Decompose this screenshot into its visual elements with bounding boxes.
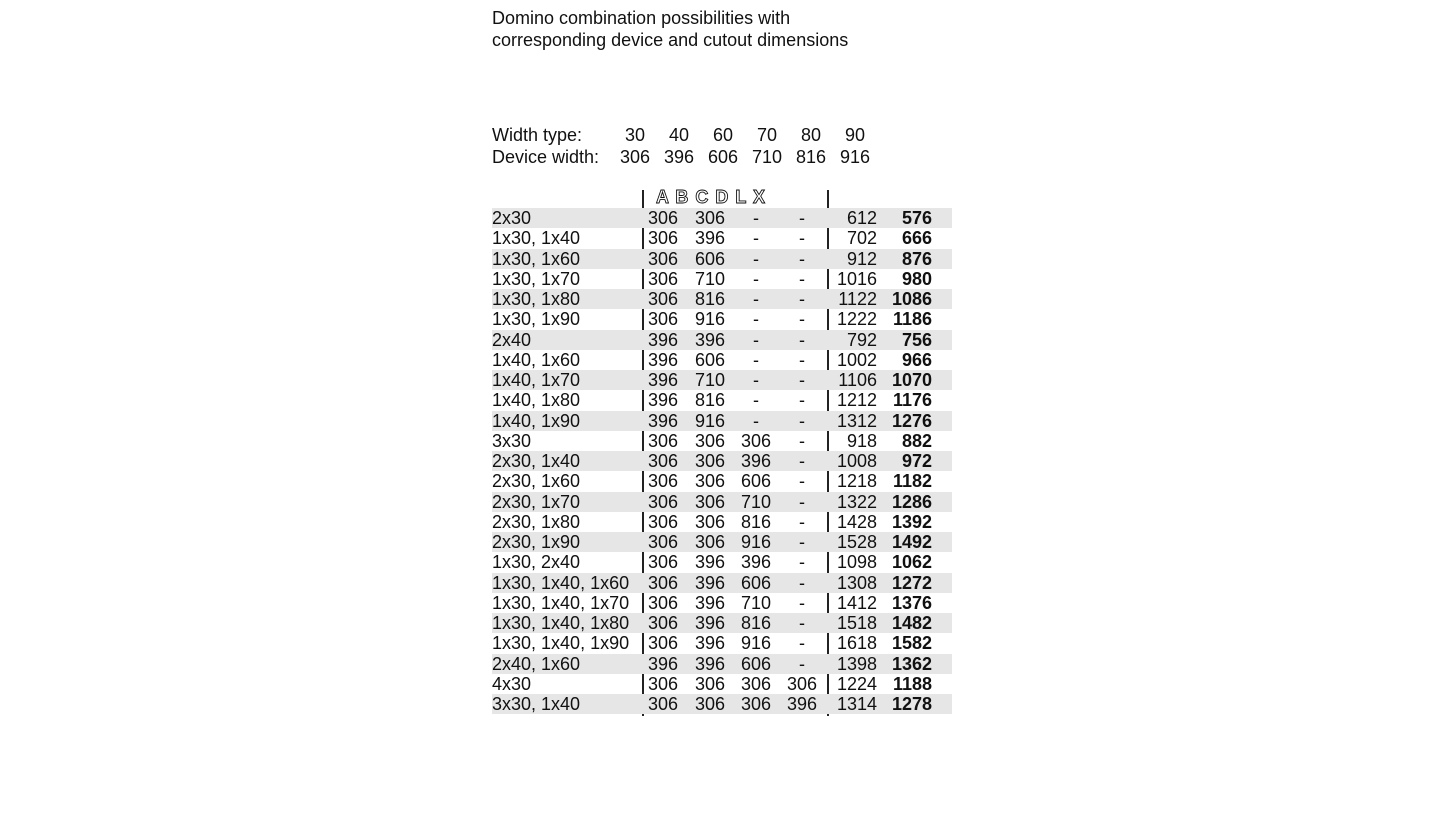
a-value-cell: 306 (648, 673, 679, 694)
column-header: A B C D L X (656, 187, 767, 207)
d-value-cell: - (799, 572, 805, 593)
combination-cell: 1x40, 1x80 (492, 390, 581, 411)
table-row (492, 512, 952, 532)
d-value-cell: - (799, 613, 805, 633)
table-row (492, 674, 952, 694)
b-value-cell: 396 (695, 572, 726, 593)
b-value-cell: 396 (695, 613, 726, 633)
a-value-cell: 306 (648, 208, 679, 228)
width-type-row (492, 124, 877, 146)
x-value-cell: 1362 (891, 653, 932, 674)
l-value-cell: 918 (846, 430, 877, 451)
x-value-cell: 666 (901, 228, 932, 249)
x-value-cell: 876 (901, 248, 932, 269)
d-value-cell: - (799, 228, 805, 249)
c-value-cell: 306 (741, 673, 772, 694)
width-type-value: 40 (668, 125, 690, 145)
table-row (492, 228, 952, 248)
l-value-cell: 612 (846, 208, 877, 228)
c-value-cell: 396 (741, 552, 772, 573)
x-value-cell: 1182 (892, 471, 932, 492)
d-value-cell: - (799, 532, 805, 552)
combination-cell: 2x30, 1x70 (492, 491, 581, 512)
l-value-cell: 1412 (836, 592, 877, 613)
l-value-cell: 1122 (838, 289, 877, 309)
table-row (492, 350, 952, 370)
table-row (492, 451, 952, 471)
l-value-cell: 1098 (836, 552, 877, 573)
b-value-cell: 306 (695, 511, 726, 532)
a-value-cell: 396 (648, 653, 679, 674)
l-value-cell: 1518 (836, 613, 877, 633)
table-row (492, 694, 952, 714)
combination-cell: 4x30 (492, 673, 532, 694)
x-value-cell: 1086 (891, 289, 932, 309)
d-value-cell: - (799, 592, 805, 613)
a-value-cell: 306 (648, 268, 679, 289)
d-value-cell: - (799, 208, 805, 228)
l-value-cell: 1016 (836, 268, 877, 289)
l-value-cell: 1398 (836, 653, 877, 674)
b-value-cell: 816 (695, 289, 726, 309)
c-value-cell: 306 (741, 694, 772, 714)
combination-cell: 3x30, 1x40 (492, 694, 581, 714)
table-row (492, 654, 952, 674)
l-value-cell: 1212 (836, 390, 877, 411)
x-value-cell: 756 (901, 329, 932, 350)
d-value-cell: - (799, 430, 805, 451)
c-value-cell: - (753, 390, 759, 411)
x-value-cell: 882 (901, 430, 932, 451)
d-value-cell: - (799, 289, 805, 309)
a-value-cell: 306 (648, 430, 679, 451)
l-value-cell: 792 (846, 329, 877, 350)
b-value-cell: 816 (695, 390, 726, 411)
c-value-cell: 916 (741, 633, 772, 654)
d-value-cell: - (799, 511, 805, 532)
d-value-cell: 396 (787, 694, 818, 714)
b-value-cell: 306 (695, 451, 726, 471)
c-value-cell: 816 (741, 511, 772, 532)
d-value-cell: - (799, 471, 805, 492)
width-type-value: 30 (624, 125, 646, 145)
table-row (492, 249, 952, 269)
l-value-cell: 1312 (836, 410, 877, 431)
c-value-cell: - (753, 410, 759, 431)
document-title (492, 7, 912, 51)
combination-cell: 2x40, 1x60 (492, 653, 581, 674)
c-value-cell: 710 (741, 592, 772, 613)
b-value-cell: 396 (695, 228, 726, 249)
a-value-cell: 396 (648, 349, 679, 370)
x-value-cell: 1272 (891, 572, 932, 593)
table-row (492, 532, 952, 552)
d-value-cell: - (799, 268, 805, 289)
l-value-cell: 702 (846, 228, 877, 249)
l-value-cell: 1618 (836, 633, 877, 654)
a-value-cell: 306 (648, 491, 679, 512)
l-value-cell: 912 (846, 248, 877, 269)
a-value-cell: 396 (648, 390, 679, 411)
b-value-cell: 710 (695, 268, 726, 289)
c-value-cell: 306 (741, 430, 772, 451)
b-value-cell: 710 (695, 370, 726, 390)
combination-cell: 1x30, 2x40 (492, 552, 581, 573)
table-row (492, 309, 952, 329)
table-row (492, 208, 952, 228)
c-value-cell: - (753, 309, 759, 330)
table-row (492, 330, 952, 350)
x-value-cell: 1482 (891, 613, 932, 633)
c-value-cell: 816 (741, 613, 772, 633)
device-width-value: 306 (619, 147, 651, 167)
b-value-cell: 396 (695, 552, 726, 573)
a-value-cell: 396 (648, 410, 679, 431)
l-value-cell: 1222 (836, 309, 877, 330)
title-line-2: corresponding device and cutout dimensions (492, 30, 849, 50)
b-value-cell: 306 (695, 208, 726, 228)
width-type-value: 90 (844, 125, 866, 145)
a-value-cell: 306 (648, 309, 679, 330)
device-width-value: 606 (707, 147, 739, 167)
b-value-cell: 606 (695, 349, 726, 370)
combination-cell: 1x30, 1x70 (492, 268, 581, 289)
l-value-cell: 1218 (836, 471, 877, 492)
x-value-cell: 1492 (891, 532, 932, 552)
combination-cell: 2x30, 1x40 (492, 451, 581, 471)
combination-cell: 1x30, 1x40 (492, 228, 581, 249)
b-value-cell: 396 (695, 329, 726, 350)
x-value-cell: 1278 (891, 694, 932, 714)
d-value-cell: - (799, 653, 805, 674)
device-width-row (492, 146, 877, 168)
x-value-cell: 1062 (891, 552, 932, 573)
l-value-cell: 1224 (836, 673, 877, 694)
combination-cell: 2x30, 1x60 (492, 471, 581, 492)
table-row (492, 492, 952, 512)
x-value-cell: 1376 (891, 592, 932, 613)
x-value-cell: 1070 (891, 370, 932, 390)
combination-cell: 1x30, 1x40, 1x80 (492, 613, 630, 633)
a-value-cell: 396 (648, 329, 679, 350)
combination-cell: 2x30 (492, 208, 532, 228)
title-line-1: Domino combination possibilities with (492, 8, 791, 28)
x-value-cell: 1176 (892, 390, 932, 411)
table-row (492, 593, 952, 613)
c-value-cell: 606 (741, 653, 772, 674)
a-value-cell: 306 (648, 613, 679, 633)
table-row (492, 390, 952, 410)
d-value-cell: - (799, 309, 805, 330)
x-value-cell: 576 (901, 208, 932, 228)
table-row (492, 552, 952, 572)
x-value-cell: 1392 (891, 511, 932, 532)
combination-table (492, 208, 952, 714)
c-value-cell: 396 (741, 451, 772, 471)
device-width-value: 710 (751, 147, 783, 167)
table-row (492, 471, 952, 491)
table-row (492, 431, 952, 451)
combination-cell: 1x30, 1x40, 1x90 (492, 633, 630, 654)
d-value-cell: - (799, 633, 805, 654)
x-value-cell: 1582 (891, 633, 932, 654)
combination-cell: 1x30, 1x90 (492, 309, 581, 330)
table-row (492, 411, 952, 431)
a-value-cell: 306 (648, 511, 679, 532)
l-value-cell: 1314 (836, 694, 877, 714)
a-value-cell: 306 (648, 451, 679, 471)
table-row (492, 289, 952, 309)
d-value-cell: - (799, 390, 805, 411)
combination-cell: 1x40, 1x90 (492, 410, 581, 431)
a-value-cell: 306 (648, 552, 679, 573)
b-value-cell: 916 (695, 309, 726, 330)
l-value-cell: 1428 (836, 511, 877, 532)
l-value-cell: 1002 (836, 349, 877, 370)
table-row (492, 573, 952, 593)
combination-cell: 1x40, 1x60 (492, 349, 581, 370)
d-value-cell: - (799, 552, 805, 573)
combination-cell: 3x30 (492, 430, 532, 451)
b-value-cell: 306 (695, 471, 726, 492)
combination-cell: 2x30, 1x80 (492, 511, 581, 532)
x-value-cell: 1186 (892, 309, 932, 330)
c-value-cell: 606 (741, 471, 772, 492)
combination-cell: 1x30, 1x80 (492, 289, 581, 309)
l-value-cell: 1308 (836, 572, 877, 593)
b-value-cell: 916 (695, 410, 726, 431)
c-value-cell: - (753, 349, 759, 370)
b-value-cell: 606 (695, 248, 726, 269)
a-value-cell: 306 (648, 694, 679, 714)
d-value-cell: - (799, 451, 805, 471)
a-value-cell: 306 (648, 633, 679, 654)
d-value-cell: 306 (787, 673, 818, 694)
combination-cell: 2x30, 1x90 (492, 532, 581, 552)
b-value-cell: 396 (695, 592, 726, 613)
c-value-cell: - (753, 248, 759, 269)
d-value-cell: - (799, 491, 805, 512)
c-value-cell: 606 (741, 572, 772, 593)
d-value-cell: - (799, 370, 805, 390)
combination-cell: 1x40, 1x70 (492, 370, 581, 390)
a-value-cell: 396 (648, 370, 679, 390)
l-value-cell: 1528 (836, 532, 877, 552)
device-width-value: 916 (839, 147, 871, 167)
d-value-cell: - (799, 329, 805, 350)
c-value-cell: - (753, 208, 759, 228)
b-value-cell: 306 (695, 694, 726, 714)
c-value-cell: - (753, 289, 759, 309)
d-value-cell: - (799, 410, 805, 431)
x-value-cell: 1276 (891, 410, 932, 431)
table-row (492, 370, 952, 390)
device-width-value: 816 (795, 147, 827, 167)
combination-cell: 2x40 (492, 329, 532, 350)
b-value-cell: 306 (695, 532, 726, 552)
a-value-cell: 306 (648, 289, 679, 309)
c-value-cell: - (753, 329, 759, 350)
width-type-label: Width type: (492, 125, 583, 145)
c-value-cell: 710 (741, 491, 772, 512)
c-value-cell: - (753, 268, 759, 289)
width-type-value: 60 (712, 125, 734, 145)
a-value-cell: 306 (648, 572, 679, 593)
table-row (492, 613, 952, 633)
c-value-cell: 916 (741, 532, 772, 552)
table-row (492, 269, 952, 289)
b-value-cell: 396 (695, 633, 726, 654)
a-value-cell: 306 (648, 532, 679, 552)
a-value-cell: 306 (648, 248, 679, 269)
combination-cell: 1x30, 1x40, 1x70 (492, 592, 630, 613)
c-value-cell: - (753, 370, 759, 390)
l-value-cell: 1008 (836, 451, 877, 471)
width-type-table (492, 124, 877, 168)
b-value-cell: 306 (695, 673, 726, 694)
x-value-cell: 1286 (891, 491, 932, 512)
d-value-cell: - (799, 349, 805, 370)
b-value-cell: 396 (695, 653, 726, 674)
a-value-cell: 306 (648, 592, 679, 613)
x-value-cell: 1188 (892, 673, 932, 694)
a-value-cell: 306 (648, 228, 679, 249)
device-width-label: Device width: (492, 147, 600, 167)
device-width-value: 396 (663, 147, 695, 167)
x-value-cell: 966 (901, 349, 932, 370)
b-value-cell: 306 (695, 491, 726, 512)
c-value-cell: - (753, 228, 759, 249)
combination-cell: 1x30, 1x60 (492, 248, 581, 269)
x-value-cell: 972 (901, 451, 932, 471)
table-row (492, 633, 952, 653)
a-value-cell: 306 (648, 471, 679, 492)
x-value-cell: 980 (901, 268, 932, 289)
width-type-value: 80 (800, 125, 822, 145)
l-value-cell: 1322 (836, 491, 877, 512)
width-type-value: 70 (756, 125, 778, 145)
l-value-cell: 1106 (838, 370, 877, 390)
b-value-cell: 306 (695, 430, 726, 451)
combination-cell: 1x30, 1x40, 1x60 (492, 572, 630, 593)
d-value-cell: - (799, 248, 805, 269)
